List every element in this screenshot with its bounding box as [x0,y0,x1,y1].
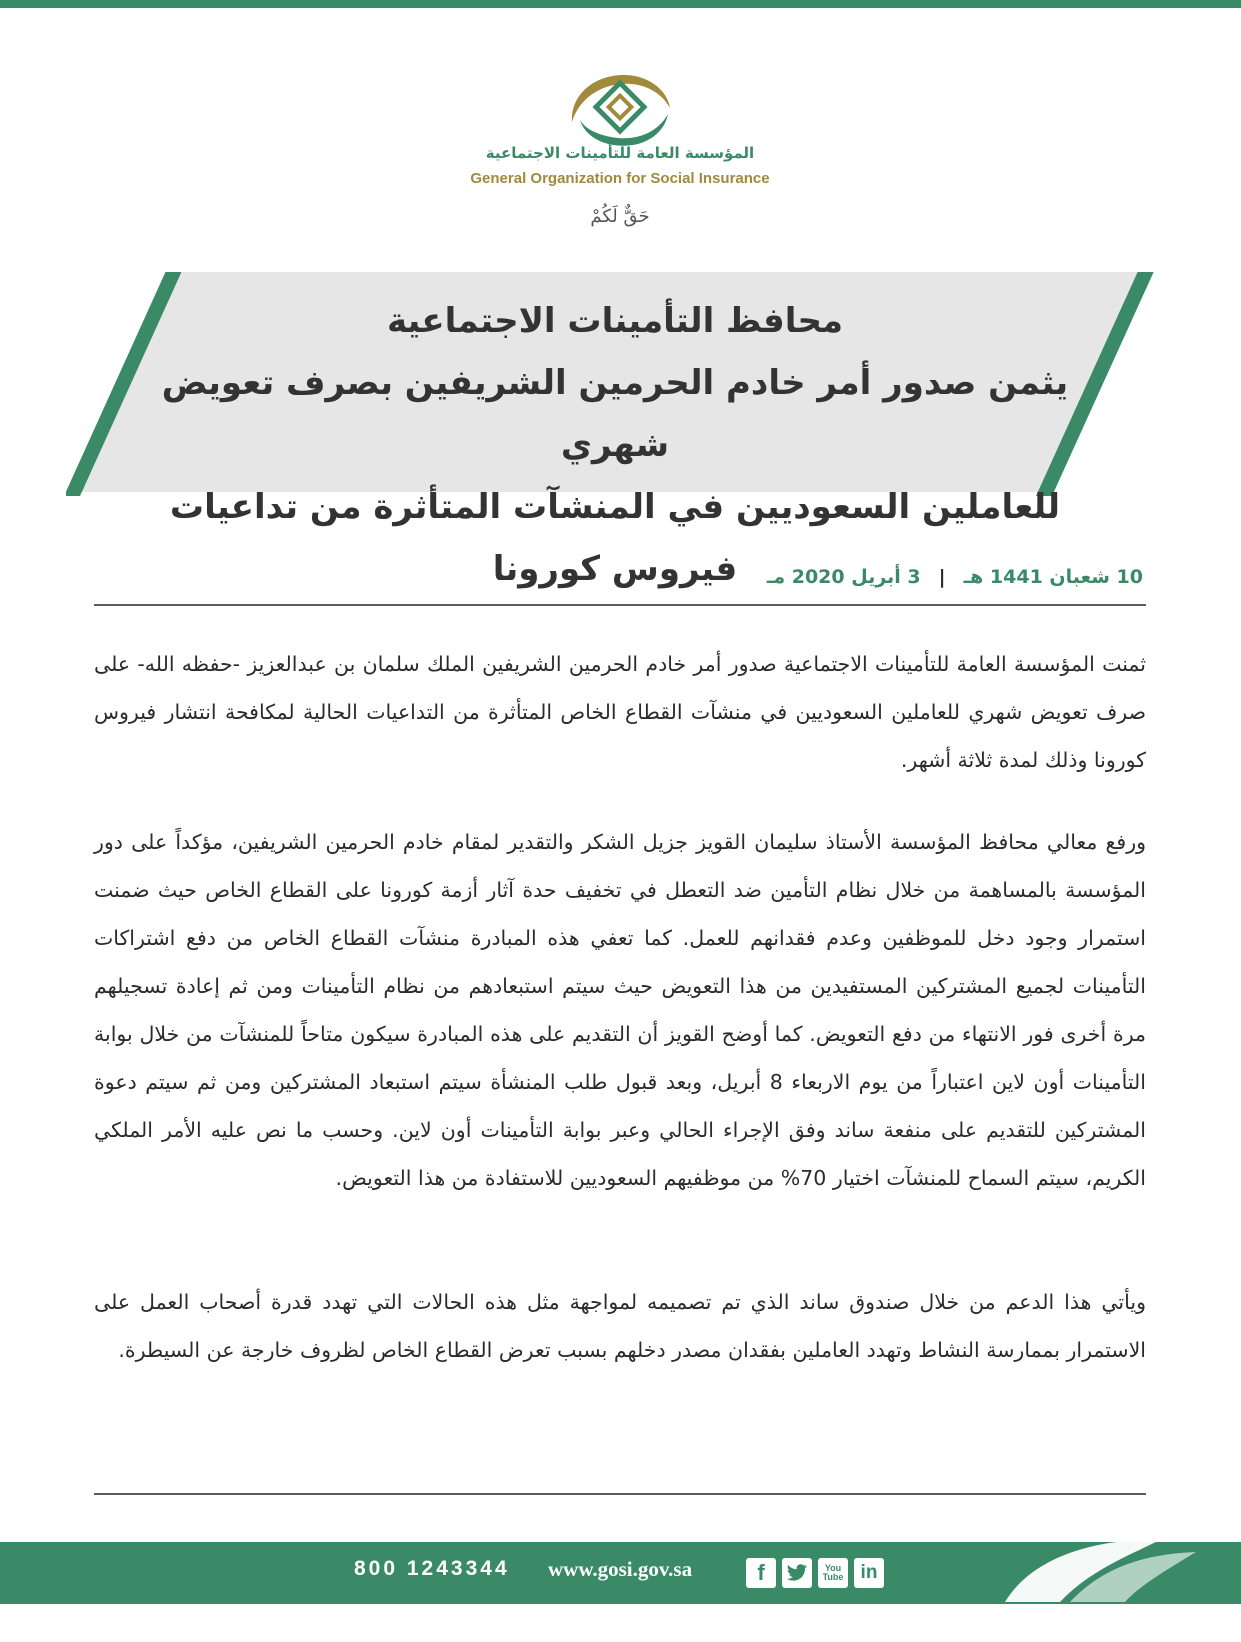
date-hijri: 10 شعبان 1441 هـ [963,566,1143,588]
title-line-1: محافظ التأمينات الاجتماعية [386,301,844,341]
footer-phone: 800 1243344 [354,1557,510,1580]
twitter-icon[interactable] [782,1558,812,1588]
facebook-icon[interactable]: f [746,1558,776,1588]
paragraph-3: ويأتي هذا الدعم من خلال صندوق ساند الذي تم تصميمه لمواجهة مثل هذه الحالات التي تهدد قدرة أصحاب العمل على الاستمرار بممارسة النشاط وتهدد العاملين بفقدان مصدر دخلهم بسبب تعرض القطاع الخاص لظروف خارجة عن السيطرة. [94,1290,1146,1362]
top-accent-bar [0,0,1241,8]
org-name-english: General Organization for Social Insurance [470,170,770,187]
date-gregorian: 3 أبريل 2020 مـ [766,566,921,588]
linkedin-icon[interactable]: in [854,1558,884,1588]
date-separator: | [938,566,946,588]
paragraph-1: ثمنت المؤسسة العامة للتأمينات الاجتماعية صدور أمر خادم الحرمين الشريفين الملك سلمان بن عبدالعزيز -حفظه الله- على صرف تعويض شهري للعاملين السعوديين في منشآت القطاع الخاص المتأثرة من التداعيات الحالية لمكافحة انتشار فيروس كورونا وذلك لمدة ثلاثة أشهر. [94,652,1146,772]
title-line-2: يثمن صدور أمر خادم الحرمين الشريفين بصرف تعويض شهري [161,363,1069,465]
date-row [767,566,1143,588]
paragraph-2: ورفع معالي محافظ المؤسسة الأستاذ سليمان القويز جزيل الشكر والتقدير لمقام خادم الحرمين الشريفين، مؤكداً على دور المؤسسة بالمساهمة من خلال نظام التأمين ضد التعطل في تخفيف حدة آثار أزمة كورونا على القطاع الخاص حيث ضمنت استمرار وجود دخل للموظفين وعدم فقدانهم للعمل. كما تعفي هذه المبادرة منشآت القطاع الخاص من دفع اشتراكات التأمينات لجميع المشتركين المستفيدين من هذا التعويض حيث سيتم استبعادهم من نظام التأمينات ومن ثم إعادة تسجيلهم مرة أخرى فور الانتهاء من دفع التعويض. كما أوضح القويز أن التقديم على هذه المبادرة سيكون متاحاً للمنشآت من خلال بوابة التأمينات أون لاين اعتباراً من يوم الاربعاء 8 أبريل، وبعد قبول طلب المنشأة سيتم استبعاد المشتركين ومن ثم سيتم دعوة المشتركين للتقديم على منفعة ساند وفق الإجراء الحالي وعبر بوابة التأمينات أون لاين. وحسب ما نص عليه الأمر الملكي الكريم، سيتم السماح للمنشآت اختيار 70% من موظفيهم السعوديين للاستفادة من هذا التعويض. [94,830,1146,1190]
slogan: حَقٌّ لَكُمْ [590,206,650,227]
divider-top [94,604,1146,606]
divider-bottom [94,1493,1146,1495]
footer-website-link[interactable]: www.gosi.gov.sa [548,1557,693,1581]
gosi-logo-icon [560,62,680,152]
leaf-decoration-icon [1000,1530,1200,1605]
youtube-icon[interactable]: You Tube [818,1558,848,1588]
org-name-arabic: المؤسسة العامة للتأمينات الاجتماعية [485,144,755,162]
page-title [110,290,1120,600]
title-line-3: للعاملين السعوديين في المنشآت المتأثرة من تداعيات فيروس كورونا [169,487,1061,589]
